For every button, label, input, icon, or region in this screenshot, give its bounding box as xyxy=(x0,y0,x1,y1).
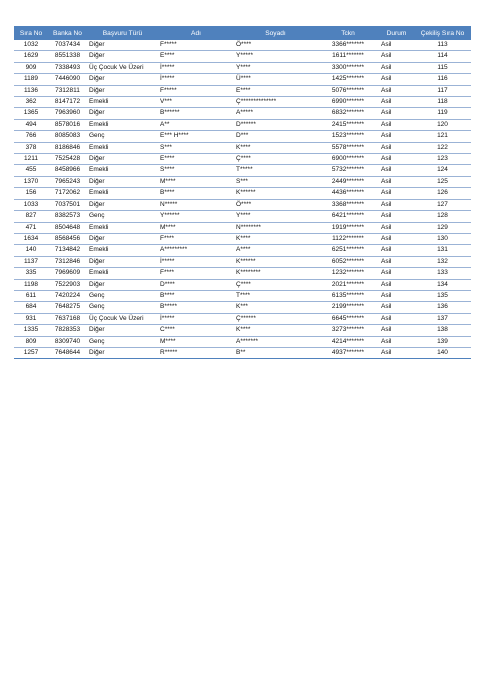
cell-cekilis-sira-no: 134 xyxy=(414,279,471,290)
cell-adi: S*** xyxy=(158,142,234,153)
table-row xyxy=(14,108,471,119)
table-row xyxy=(14,97,471,108)
cell-sira-no: 766 xyxy=(14,131,48,142)
header-sira-no: Sıra No xyxy=(14,26,48,40)
cell-soyadi: A**** xyxy=(234,245,317,256)
cell-adi: F**** xyxy=(158,233,234,244)
cell-cekilis-sira-no: 140 xyxy=(414,347,471,358)
table-row xyxy=(14,74,471,85)
cell-durum: Asil xyxy=(379,40,414,51)
header-soyadi: Soyadı xyxy=(234,26,317,40)
cell-banka-no: 8568456 xyxy=(48,233,87,244)
cell-durum: Asil xyxy=(379,74,414,85)
cell-sira-no: 455 xyxy=(14,165,48,176)
cell-sira-no: 931 xyxy=(14,313,48,324)
cell-adi: R***** xyxy=(158,347,234,358)
cell-tckn: 2449******* xyxy=(317,176,379,187)
cell-durum: Asil xyxy=(379,131,414,142)
cell-soyadi: D****** xyxy=(234,119,317,130)
cell-basvuru-turu: Emekli xyxy=(87,245,158,256)
table-row xyxy=(14,62,471,73)
cell-sira-no: 156 xyxy=(14,188,48,199)
cell-banka-no: 7525428 xyxy=(48,154,87,165)
cell-cekilis-sira-no: 138 xyxy=(414,325,471,336)
cell-tckn: 3366******* xyxy=(317,40,379,51)
cell-basvuru-turu: Diğer xyxy=(87,108,158,119)
cell-banka-no: 7338493 xyxy=(48,62,87,73)
header-tckn: Tckn xyxy=(317,26,379,40)
cell-soyadi: Ö**** xyxy=(234,40,317,51)
draw-results-table xyxy=(14,26,471,359)
cell-adi: F**** xyxy=(158,268,234,279)
cell-soyadi: B** xyxy=(234,347,317,358)
cell-cekilis-sira-no: 131 xyxy=(414,245,471,256)
cell-cekilis-sira-no: 122 xyxy=(414,142,471,153)
cell-banka-no: 7637168 xyxy=(48,313,87,324)
cell-cekilis-sira-no: 136 xyxy=(414,302,471,313)
cell-durum: Asil xyxy=(379,245,414,256)
cell-sira-no: 494 xyxy=(14,119,48,130)
cell-sira-no: 1365 xyxy=(14,108,48,119)
cell-tckn: 2199******* xyxy=(317,302,379,313)
cell-banka-no: 7648644 xyxy=(48,347,87,358)
cell-banka-no: 7828353 xyxy=(48,325,87,336)
table-row xyxy=(14,199,471,210)
cell-sira-no: 1136 xyxy=(14,85,48,96)
cell-soyadi: K****** xyxy=(234,256,317,267)
cell-basvuru-turu: Diğer xyxy=(87,233,158,244)
cell-soyadi: T**** xyxy=(234,290,317,301)
cell-adi: B**** xyxy=(158,188,234,199)
cell-basvuru-turu: Diğer xyxy=(87,256,158,267)
cell-banka-no: 7648275 xyxy=(48,302,87,313)
cell-sira-no: 471 xyxy=(14,222,48,233)
cell-sira-no: 1033 xyxy=(14,199,48,210)
cell-basvuru-turu: Genç xyxy=(87,290,158,301)
cell-tckn: 6421******* xyxy=(317,211,379,222)
cell-durum: Asil xyxy=(379,97,414,108)
table-header-row xyxy=(14,26,471,40)
table-row xyxy=(14,290,471,301)
cell-basvuru-turu: Diğer xyxy=(87,325,158,336)
cell-adi: M**** xyxy=(158,336,234,347)
cell-tckn: 6900******* xyxy=(317,154,379,165)
cell-durum: Asil xyxy=(379,51,414,62)
table-row xyxy=(14,302,471,313)
cell-cekilis-sira-no: 119 xyxy=(414,108,471,119)
cell-tckn: 5578******* xyxy=(317,142,379,153)
cell-soyadi: K**** xyxy=(234,325,317,336)
cell-sira-no: 909 xyxy=(14,62,48,73)
cell-soyadi: Y**** xyxy=(234,62,317,73)
cell-sira-no: 809 xyxy=(14,336,48,347)
cell-durum: Asil xyxy=(379,108,414,119)
cell-sira-no: 684 xyxy=(14,302,48,313)
cell-durum: Asil xyxy=(379,347,414,358)
cell-sira-no: 1335 xyxy=(14,325,48,336)
table-row xyxy=(14,154,471,165)
table-row xyxy=(14,325,471,336)
cell-sira-no: 140 xyxy=(14,245,48,256)
cell-sira-no: 362 xyxy=(14,97,48,108)
cell-tckn: 1919******* xyxy=(317,222,379,233)
cell-durum: Asil xyxy=(379,325,414,336)
cell-durum: Asil xyxy=(379,142,414,153)
cell-basvuru-turu: Genç xyxy=(87,211,158,222)
table-row xyxy=(14,119,471,130)
table-row xyxy=(14,233,471,244)
header-adi: Adı xyxy=(158,26,234,40)
cell-adi: İ***** xyxy=(158,62,234,73)
cell-durum: Asil xyxy=(379,233,414,244)
cell-basvuru-turu: Diğer xyxy=(87,279,158,290)
cell-durum: Asil xyxy=(379,336,414,347)
cell-cekilis-sira-no: 121 xyxy=(414,131,471,142)
cell-durum: Asil xyxy=(379,256,414,267)
cell-banka-no: 8085083 xyxy=(48,131,87,142)
cell-cekilis-sira-no: 123 xyxy=(414,154,471,165)
cell-basvuru-turu: Diğer xyxy=(87,40,158,51)
cell-adi: N***** xyxy=(158,199,234,210)
cell-cekilis-sira-no: 116 xyxy=(414,74,471,85)
cell-basvuru-turu: Üç Çocuk Ve Üzeri xyxy=(87,62,158,73)
cell-adi: M**** xyxy=(158,222,234,233)
cell-adi: A********* xyxy=(158,245,234,256)
table-row xyxy=(14,222,471,233)
cell-basvuru-turu: Üç Çocuk Ve Üzeri xyxy=(87,313,158,324)
cell-durum: Asil xyxy=(379,154,414,165)
cell-basvuru-turu: Genç xyxy=(87,336,158,347)
cell-cekilis-sira-no: 130 xyxy=(414,233,471,244)
cell-durum: Asil xyxy=(379,85,414,96)
cell-adi: D**** xyxy=(158,279,234,290)
cell-tckn: 3273******* xyxy=(317,325,379,336)
cell-sira-no: 1370 xyxy=(14,176,48,187)
cell-basvuru-turu: Diğer xyxy=(87,347,158,358)
cell-cekilis-sira-no: 137 xyxy=(414,313,471,324)
cell-durum: Asil xyxy=(379,165,414,176)
cell-basvuru-turu: Emekli xyxy=(87,222,158,233)
cell-soyadi: E**** xyxy=(234,85,317,96)
cell-sira-no: 1189 xyxy=(14,74,48,85)
cell-cekilis-sira-no: 113 xyxy=(414,40,471,51)
cell-sira-no: 1634 xyxy=(14,233,48,244)
cell-durum: Asil xyxy=(379,119,414,130)
cell-adi: B**** xyxy=(158,290,234,301)
cell-basvuru-turu: Emekli xyxy=(87,97,158,108)
cell-soyadi: Y***** xyxy=(234,51,317,62)
table-row xyxy=(14,279,471,290)
cell-cekilis-sira-no: 139 xyxy=(414,336,471,347)
cell-banka-no: 8578016 xyxy=(48,119,87,130)
cell-cekilis-sira-no: 125 xyxy=(414,176,471,187)
cell-cekilis-sira-no: 117 xyxy=(414,85,471,96)
cell-soyadi: Ç**** xyxy=(234,154,317,165)
cell-basvuru-turu: Emekli xyxy=(87,119,158,130)
table-row xyxy=(14,245,471,256)
cell-basvuru-turu: Diğer xyxy=(87,51,158,62)
cell-basvuru-turu: Emekli xyxy=(87,268,158,279)
cell-banka-no: 7446090 xyxy=(48,74,87,85)
cell-basvuru-turu: Genç xyxy=(87,131,158,142)
cell-durum: Asil xyxy=(379,302,414,313)
table-row xyxy=(14,142,471,153)
cell-durum: Asil xyxy=(379,268,414,279)
cell-durum: Asil xyxy=(379,176,414,187)
cell-soyadi: A***** xyxy=(234,108,317,119)
cell-cekilis-sira-no: 128 xyxy=(414,211,471,222)
cell-durum: Asil xyxy=(379,188,414,199)
cell-adi: F***** xyxy=(158,85,234,96)
cell-soyadi: Ç************** xyxy=(234,97,317,108)
cell-tckn: 3300******* xyxy=(317,62,379,73)
cell-sira-no: 1032 xyxy=(14,40,48,51)
cell-tckn: 6135******* xyxy=(317,290,379,301)
cell-tckn: 1523******* xyxy=(317,131,379,142)
cell-durum: Asil xyxy=(379,313,414,324)
table-body xyxy=(14,40,471,359)
cell-tckn: 4937******* xyxy=(317,347,379,358)
cell-adi: Y****** xyxy=(158,211,234,222)
cell-banka-no: 8504648 xyxy=(48,222,87,233)
cell-basvuru-turu: Emekli xyxy=(87,165,158,176)
header-cekilis-sira-no: Çekiliş Sıra No xyxy=(414,26,471,40)
cell-banka-no: 8458966 xyxy=(48,165,87,176)
cell-soyadi: Ç****** xyxy=(234,313,317,324)
cell-soyadi: N******** xyxy=(234,222,317,233)
cell-sira-no: 1257 xyxy=(14,347,48,358)
table-row xyxy=(14,188,471,199)
cell-tckn: 4214******* xyxy=(317,336,379,347)
header-banka-no: Banka No xyxy=(48,26,87,40)
cell-tckn: 1611******* xyxy=(317,51,379,62)
table-row xyxy=(14,347,471,358)
table-row xyxy=(14,268,471,279)
cell-adi: E**** xyxy=(158,51,234,62)
cell-tckn: 6832******* xyxy=(317,108,379,119)
cell-soyadi: A******* xyxy=(234,336,317,347)
cell-adi: İ***** xyxy=(158,74,234,85)
table-row xyxy=(14,51,471,62)
table-row xyxy=(14,336,471,347)
cell-durum: Asil xyxy=(379,279,414,290)
cell-tckn: 6990******* xyxy=(317,97,379,108)
table-row xyxy=(14,256,471,267)
cell-banka-no: 7965243 xyxy=(48,176,87,187)
cell-adi: F***** xyxy=(158,40,234,51)
cell-sira-no: 611 xyxy=(14,290,48,301)
cell-basvuru-turu: Emekli xyxy=(87,142,158,153)
cell-tckn: 6251******* xyxy=(317,245,379,256)
cell-banka-no: 8382573 xyxy=(48,211,87,222)
cell-soyadi: D*** xyxy=(234,131,317,142)
cell-cekilis-sira-no: 124 xyxy=(414,165,471,176)
cell-basvuru-turu: Diğer xyxy=(87,154,158,165)
cell-cekilis-sira-no: 132 xyxy=(414,256,471,267)
cell-tckn: 6052******* xyxy=(317,256,379,267)
table-row xyxy=(14,85,471,96)
cell-durum: Asil xyxy=(379,222,414,233)
cell-tckn: 2415******* xyxy=(317,119,379,130)
cell-tckn: 1122******* xyxy=(317,233,379,244)
cell-soyadi: K*** xyxy=(234,302,317,313)
cell-sira-no: 827 xyxy=(14,211,48,222)
cell-soyadi: K******** xyxy=(234,268,317,279)
cell-cekilis-sira-no: 118 xyxy=(414,97,471,108)
cell-adi: İ***** xyxy=(158,256,234,267)
cell-banka-no: 7420224 xyxy=(48,290,87,301)
cell-tckn: 5732******* xyxy=(317,165,379,176)
cell-cekilis-sira-no: 115 xyxy=(414,62,471,73)
cell-soyadi: Ü**** xyxy=(234,74,317,85)
cell-tckn: 1232******* xyxy=(317,268,379,279)
cell-sira-no: 1211 xyxy=(14,154,48,165)
cell-sira-no: 335 xyxy=(14,268,48,279)
cell-cekilis-sira-no: 114 xyxy=(414,51,471,62)
cell-basvuru-turu: Genç xyxy=(87,302,158,313)
cell-adi: B***** xyxy=(158,302,234,313)
cell-banka-no: 7963960 xyxy=(48,108,87,119)
cell-adi: V*** xyxy=(158,97,234,108)
cell-sira-no: 1198 xyxy=(14,279,48,290)
table-row xyxy=(14,211,471,222)
cell-banka-no: 7969609 xyxy=(48,268,87,279)
cell-banka-no: 8309740 xyxy=(48,336,87,347)
table-row xyxy=(14,40,471,51)
cell-adi: E**** xyxy=(158,154,234,165)
cell-cekilis-sira-no: 133 xyxy=(414,268,471,279)
cell-soyadi: Y**** xyxy=(234,211,317,222)
cell-soyadi: S*** xyxy=(234,176,317,187)
cell-tckn: 6645******* xyxy=(317,313,379,324)
cell-tckn: 3368******* xyxy=(317,199,379,210)
cell-adi: E*** H**** xyxy=(158,131,234,142)
table-row xyxy=(14,176,471,187)
cell-basvuru-turu: Diğer xyxy=(87,199,158,210)
cell-banka-no: 7172062 xyxy=(48,188,87,199)
cell-banka-no: 7037501 xyxy=(48,199,87,210)
cell-adi: M**** xyxy=(158,176,234,187)
cell-basvuru-turu: Diğer xyxy=(87,176,158,187)
cell-banka-no: 8186846 xyxy=(48,142,87,153)
cell-adi: İ***** xyxy=(158,313,234,324)
cell-tckn: 4436******* xyxy=(317,188,379,199)
cell-soyadi: K**** xyxy=(234,142,317,153)
cell-cekilis-sira-no: 129 xyxy=(414,222,471,233)
cell-sira-no: 1137 xyxy=(14,256,48,267)
cell-cekilis-sira-no: 127 xyxy=(414,199,471,210)
header-durum: Durum xyxy=(379,26,414,40)
cell-tckn: 2021******* xyxy=(317,279,379,290)
cell-basvuru-turu: Diğer xyxy=(87,85,158,96)
cell-banka-no: 8551338 xyxy=(48,51,87,62)
cell-durum: Asil xyxy=(379,211,414,222)
cell-durum: Asil xyxy=(379,199,414,210)
cell-basvuru-turu: Diğer xyxy=(87,74,158,85)
cell-cekilis-sira-no: 126 xyxy=(414,188,471,199)
cell-cekilis-sira-no: 135 xyxy=(414,290,471,301)
cell-sira-no: 378 xyxy=(14,142,48,153)
cell-banka-no: 7312811 xyxy=(48,85,87,96)
table-row xyxy=(14,165,471,176)
cell-tckn: 1425******* xyxy=(317,74,379,85)
cell-soyadi: K**** xyxy=(234,233,317,244)
cell-basvuru-turu: Emekli xyxy=(87,188,158,199)
cell-soyadi: K****** xyxy=(234,188,317,199)
cell-sira-no: 1629 xyxy=(14,51,48,62)
table-row xyxy=(14,313,471,324)
cell-banka-no: 7522903 xyxy=(48,279,87,290)
cell-adi: S**** xyxy=(158,165,234,176)
cell-soyadi: Ö**** xyxy=(234,199,317,210)
cell-banka-no: 7134842 xyxy=(48,245,87,256)
cell-adi: A** xyxy=(158,119,234,130)
cell-banka-no: 8147172 xyxy=(48,97,87,108)
cell-tckn: 5076******* xyxy=(317,85,379,96)
cell-durum: Asil xyxy=(379,62,414,73)
document-page xyxy=(14,26,471,359)
cell-soyadi: T***** xyxy=(234,165,317,176)
cell-banka-no: 7037434 xyxy=(48,40,87,51)
cell-durum: Asil xyxy=(379,290,414,301)
table-row xyxy=(14,131,471,142)
header-basvuru-turu: Başvuru Türü xyxy=(87,26,158,40)
cell-banka-no: 7312846 xyxy=(48,256,87,267)
cell-adi: B****** xyxy=(158,108,234,119)
cell-cekilis-sira-no: 120 xyxy=(414,119,471,130)
cell-soyadi: Ç**** xyxy=(234,279,317,290)
cell-adi: C**** xyxy=(158,325,234,336)
